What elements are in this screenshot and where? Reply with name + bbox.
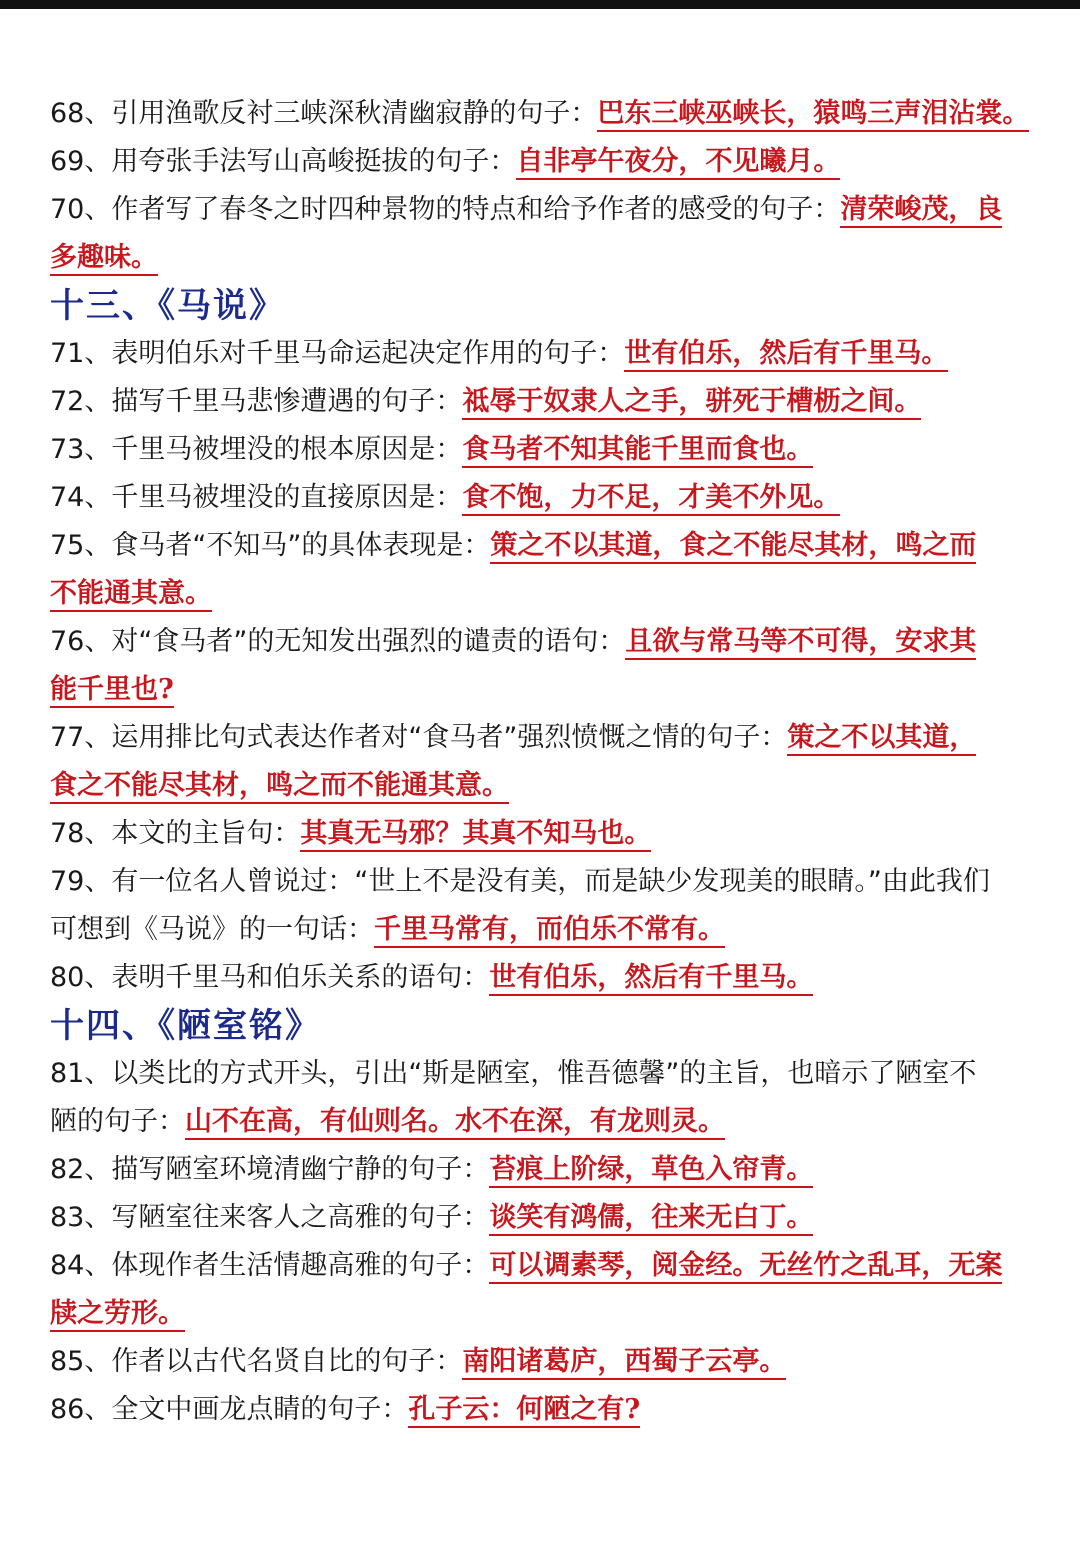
question-text: 76、对“食马者”的无知发出强烈的谴责的语句： (50, 626, 626, 657)
item-76-continued (50, 666, 1035, 714)
question-text: 80、表明千里马和伯乐关系的语句： (50, 962, 490, 993)
item-70-continued (50, 234, 1035, 282)
item-82 (50, 1146, 1035, 1194)
question-text: 陋的句子： (50, 1106, 185, 1137)
answer-text: 苔痕上阶绿，草色入帘青。 (489, 1154, 813, 1188)
question-text: 77、运用排比句式表达作者对“食马者”强烈愤慨之情的句子： (50, 722, 788, 753)
question-text: 84、体现作者生活情趣高雅的句子： (50, 1250, 490, 1281)
answer-text: 谈笑有鸿儒，往来无白丁。 (489, 1202, 813, 1236)
item-73 (50, 426, 1035, 474)
answer-text: 孔子云：何陋之有? (408, 1394, 640, 1428)
answer-text: 祗辱于奴隶人之手，骈死于槽枥之间。 (462, 386, 921, 420)
question-text: 可想到《马说》的一句话： (50, 914, 374, 945)
top-bar (0, 0, 1080, 9)
item-69 (50, 138, 1035, 186)
item-84-continued (50, 1290, 1035, 1338)
answer-text: 千里马常有，而伯乐不常有。 (374, 914, 725, 948)
answer-text: 山不在高，有仙则名。水不在深，有龙则灵。 (185, 1106, 725, 1140)
answer-text: 食不饱，力不足，才美不外见。 (462, 482, 840, 516)
item-79 (50, 858, 1035, 906)
answer-text: 不能通其意。 (50, 578, 212, 612)
answer-text: 清荣峻茂，良 (840, 194, 1002, 228)
item-85 (50, 1338, 1035, 1386)
question-text: 68、引用渔歌反衬三峡深秋清幽寂静的句子： (50, 98, 598, 129)
answer-text: 自非亭午夜分，不见曦月。 (516, 146, 840, 180)
item-72 (50, 378, 1035, 426)
answer-text: 策之不以其道，食之不能尽其材，鸣之而 (490, 530, 976, 564)
answer-text: 世有伯乐，然后有千里马。 (624, 338, 948, 372)
item-78 (50, 810, 1035, 858)
item-81-continued (50, 1098, 1035, 1146)
answer-text: 食马者不知其能千里而食也。 (462, 434, 813, 468)
answer-text: 多趣味。 (50, 242, 158, 276)
question-text: 79、有一位名人曾说过：“世上不是没有美，而是缺少发现美的眼睛。”由此我们 (50, 866, 990, 897)
question-text: 70、作者写了春冬之时四种景物的特点和给予作者的感受的句子： (50, 194, 841, 225)
item-70 (50, 186, 1035, 234)
answer-text: 且欲与常马等不可得，安求其 (625, 626, 976, 660)
question-text: 71、表明伯乐对千里马命运起决定作用的句子： (50, 338, 625, 369)
answer-text: 可以调素琴，阅金经。无丝竹之乱耳，无案 (489, 1250, 1002, 1284)
item-77 (50, 714, 1035, 762)
item-81 (50, 1050, 1035, 1098)
answer-text: 南阳诸葛庐，西蜀子云亭。 (462, 1346, 786, 1380)
answer-text: 世有伯乐，然后有千里马。 (489, 962, 813, 996)
question-text: 75、食马者“不知马”的具体表现是： (50, 530, 491, 561)
question-text: 85、作者以古代名贤自比的句子： (50, 1346, 463, 1377)
section-heading-14: 十四、《陋室铭》 (50, 1006, 321, 1046)
item-80 (50, 954, 1035, 1002)
answer-text: 其真无马邪？其真不知马也。 (300, 818, 651, 852)
item-75 (50, 522, 1035, 570)
answer-text: 能千里也? (50, 674, 174, 708)
question-text: 73、千里马被埋没的根本原因是： (50, 434, 463, 465)
item-84 (50, 1242, 1035, 1290)
item-75-continued (50, 570, 1035, 618)
item-77-continued (50, 762, 1035, 810)
answer-text: 策之不以其道， (787, 722, 976, 756)
item-86 (50, 1386, 1035, 1434)
question-text: 74、千里马被埋没的直接原因是： (50, 482, 463, 513)
answer-text: 牍之劳形。 (50, 1298, 185, 1332)
item-74 (50, 474, 1035, 522)
answer-text: 巴东三峡巫峡长，猿鸣三声泪沾裳。 (597, 98, 1029, 132)
question-text: 82、描写陋室环境清幽宁静的句子： (50, 1154, 490, 1185)
question-text: 72、描写千里马悲惨遭遇的句子： (50, 386, 463, 417)
question-text: 78、本文的主旨句： (50, 818, 301, 849)
item-76 (50, 618, 1035, 666)
answer-text: 食之不能尽其材，鸣之而不能通其意。 (50, 770, 509, 804)
item-83 (50, 1194, 1035, 1242)
question-text: 69、用夸张手法写山高峻挺拔的句子： (50, 146, 517, 177)
item-68 (50, 90, 1035, 138)
item-79-continued (50, 906, 1035, 954)
question-text: 83、写陋室往来客人之高雅的句子： (50, 1202, 490, 1233)
question-text: 86、全文中画龙点睛的句子： (50, 1394, 409, 1425)
question-text: 81、以类比的方式开头，引出“斯是陋室，惟吾德馨”的主旨，也暗示了陋室不 (50, 1058, 977, 1089)
item-71 (50, 330, 1035, 378)
section-heading-13: 十三、《马说》 (50, 286, 285, 326)
document-body (50, 90, 1035, 1434)
